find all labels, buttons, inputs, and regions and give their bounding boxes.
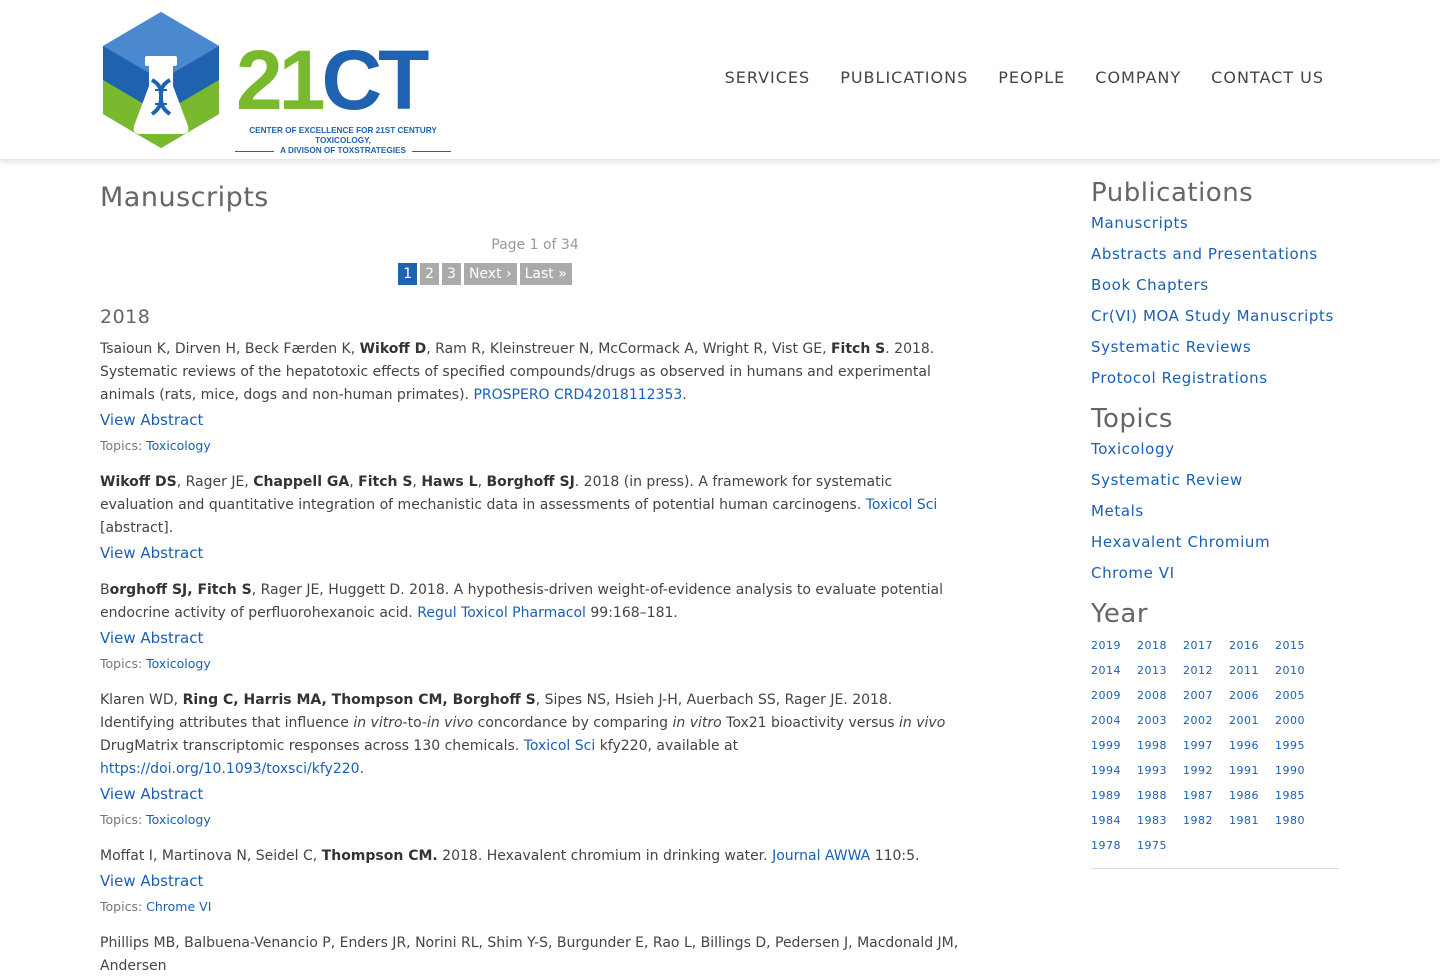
- year-link[interactable]: 1999: [1091, 739, 1121, 752]
- citation-segment: .: [359, 761, 365, 777]
- year-link[interactable]: 2006: [1229, 689, 1259, 702]
- topics-label: Topics:: [100, 438, 147, 453]
- sidebar-topic-link[interactable]: Hexavalent Chromium: [1091, 533, 1271, 551]
- citation-segment: ,: [412, 474, 422, 490]
- publication-list: [100, 338, 970, 978]
- entry-topics: [100, 895, 962, 918]
- author-highlight: Fitch S: [358, 474, 413, 490]
- nav-services[interactable]: SERVICES: [724, 68, 811, 87]
- sidebar-publication-link[interactable]: Book Chapters: [1091, 276, 1209, 294]
- year-link[interactable]: 2013: [1137, 664, 1167, 677]
- year-link[interactable]: 1983: [1137, 814, 1167, 827]
- publication-entry: [100, 471, 962, 565]
- flask-dna-icon: [100, 10, 222, 150]
- citation-segment: B: [100, 582, 110, 598]
- pager-page-2[interactable]: 2: [420, 263, 439, 285]
- site-logo[interactable]: [100, 10, 460, 155]
- entry-topics: [100, 434, 962, 457]
- sidebar-publication-item: [1091, 276, 1341, 307]
- sidebar-topic-link[interactable]: Chrome VI: [1091, 564, 1175, 582]
- year-link[interactable]: 2019: [1091, 639, 1121, 652]
- year-link[interactable]: 2004: [1091, 714, 1121, 727]
- year-link[interactable]: 2001: [1229, 714, 1259, 727]
- citation-segment: Tox21 bioactivity versus: [721, 715, 900, 731]
- citation-link[interactable]: PROSPERO CRD42018112353: [473, 387, 683, 403]
- topics-heading: Topics: [1091, 404, 1173, 434]
- year-link[interactable]: 1986: [1229, 789, 1259, 802]
- year-link[interactable]: 2003: [1137, 714, 1167, 727]
- year-link[interactable]: 2005: [1275, 689, 1305, 702]
- citation-segment: Phillips MB, Balbuena-Venancio P, Enders JR, Norini RL, Shim Y-S, Burgunder E, Rao L, Billings D, Pedersen J, Macdonald JM, Andersen: [100, 935, 959, 974]
- sidebar-publication-link[interactable]: Abstracts and Presentations: [1091, 245, 1318, 263]
- citation-text: [100, 338, 962, 407]
- view-abstract-link[interactable]: View Abstract: [100, 411, 204, 429]
- year-sidebar-heading: Year: [1091, 599, 1149, 629]
- year-link[interactable]: 1987: [1183, 789, 1213, 802]
- year-link[interactable]: 2014: [1091, 664, 1121, 677]
- author-highlight: Borghoff SJ: [486, 474, 575, 490]
- year-link[interactable]: 1988: [1137, 789, 1167, 802]
- year-link[interactable]: 1997: [1183, 739, 1213, 752]
- sidebar-publication-item: [1091, 338, 1341, 369]
- italic-text: in vitro: [672, 715, 722, 731]
- pager-page-1[interactable]: 1: [398, 263, 417, 285]
- view-abstract-link[interactable]: View Abstract: [100, 872, 204, 890]
- sidebar-publication-link[interactable]: Protocol Registrations: [1091, 369, 1268, 387]
- topics-label: Topics:: [100, 899, 147, 914]
- citation-segment: [abstract].: [100, 520, 174, 536]
- view-abstract-link[interactable]: View Abstract: [100, 544, 204, 562]
- year-heading: 2018: [100, 306, 151, 328]
- citation-segment: Moffat I, Martinova N, Seidel C,: [100, 848, 322, 864]
- year-link[interactable]: 2002: [1183, 714, 1213, 727]
- sidebar-divider: [1091, 868, 1339, 869]
- logo-21: 21: [236, 33, 322, 127]
- citation-segment: .: [682, 387, 687, 403]
- citation-link[interactable]: https://doi.org/10.1093/toxsci/kfy220: [100, 761, 360, 777]
- citation-segment: , Ram R, Kleinstreuer N, McCormack A, Wright R, Vist GE,: [426, 341, 831, 357]
- publication-entry: [100, 338, 962, 457]
- year-link[interactable]: 1980: [1275, 814, 1305, 827]
- author-highlight: Ring C, Harris MA, Thompson CM, Borghoff S: [182, 692, 536, 708]
- citation-segment: 2018. Hexavalent chromium in drinking water.: [437, 848, 773, 864]
- year-link[interactable]: 1992: [1183, 764, 1213, 777]
- sidebar-topic-item: [1091, 440, 1341, 471]
- sidebar-topic-link[interactable]: Metals: [1091, 502, 1144, 520]
- year-link[interactable]: 1994: [1091, 764, 1121, 777]
- main-content: [100, 160, 970, 978]
- topic-link[interactable]: Toxicology: [146, 656, 211, 671]
- topics-label: Topics:: [100, 656, 147, 671]
- sidebar-publication-link[interactable]: Systematic Reviews: [1091, 338, 1252, 356]
- sidebar-topic-item: [1091, 502, 1341, 533]
- logo-ct: CT: [321, 33, 426, 127]
- author-highlight: Haws L: [421, 474, 478, 490]
- tagline-line2: A DIVISON OF TOXSTRATEGIES: [280, 146, 406, 155]
- author-highlight: Chappell GA: [253, 474, 350, 490]
- publication-entry: [100, 845, 962, 918]
- year-link[interactable]: 2000: [1275, 714, 1305, 727]
- main-nav: [725, 68, 1324, 87]
- citation-text: [100, 845, 962, 868]
- year-link[interactable]: 1984: [1091, 814, 1121, 827]
- citation-segment: ,: [477, 474, 487, 490]
- year-link[interactable]: 1975: [1137, 839, 1167, 852]
- year-link[interactable]: 1989: [1091, 789, 1121, 802]
- sidebar-publication-item: [1091, 307, 1341, 338]
- year-link[interactable]: 2012: [1183, 664, 1213, 677]
- author-highlight: Thompson CM.: [321, 848, 438, 864]
- logo-wordmark: [236, 33, 426, 127]
- italic-text: in vitro: [353, 715, 403, 731]
- sidebar-publication-link[interactable]: Cr(VI) MOA Study Manuscripts: [1091, 307, 1334, 325]
- publication-entry: [100, 932, 962, 978]
- site-header: [0, 0, 1440, 160]
- sidebar: [1091, 178, 1341, 869]
- sidebar-topic-link[interactable]: Toxicology: [1091, 440, 1175, 458]
- nav-people[interactable]: PEOPLE: [998, 68, 1066, 87]
- year-link[interactable]: 2016: [1229, 639, 1259, 652]
- author-highlight: Wikoff D: [359, 341, 427, 357]
- sidebar-topic-link[interactable]: Systematic Review: [1091, 471, 1243, 489]
- year-link[interactable]: 2010: [1275, 664, 1305, 677]
- citation-segment: kfy220, available at: [595, 738, 739, 754]
- entry-topics: [100, 652, 962, 675]
- page-title: Manuscripts: [100, 182, 269, 213]
- topic-link[interactable]: Chrome VI: [146, 899, 212, 914]
- entry-topics: [100, 808, 962, 831]
- citation-segment: DrugMatrix transcriptomic responses across 130 chemicals.: [100, 738, 524, 754]
- sidebar-publication-item: [1091, 214, 1341, 245]
- sidebar-publication-link[interactable]: Manuscripts: [1091, 214, 1189, 232]
- sidebar-topic-item: [1091, 564, 1341, 595]
- year-link[interactable]: 1996: [1229, 739, 1259, 752]
- year-link[interactable]: 1978: [1091, 839, 1121, 852]
- citation-segment: Tsaioun K, Dirven H, Beck Færden K,: [100, 341, 360, 357]
- logo-tagline: [235, 126, 451, 156]
- pager-page-3[interactable]: 3: [442, 263, 461, 285]
- citation-text: [100, 932, 962, 978]
- view-abstract-link[interactable]: View Abstract: [100, 785, 204, 803]
- pagination: [100, 263, 970, 285]
- citation-segment: , Rager JE, Huggett D. 2018. A hypothesis-driven weight-of-evidence analysis to evaluate potential endocrine activity of perfluorohexanoic acid.: [100, 582, 944, 621]
- citation-link[interactable]: Toxicol Sci: [523, 738, 596, 754]
- citation-text: [100, 471, 962, 540]
- year-link[interactable]: 1991: [1229, 764, 1259, 777]
- publications-heading: Publications: [1091, 178, 1254, 208]
- year-link[interactable]: 2017: [1183, 639, 1213, 652]
- citation-text: [100, 689, 962, 781]
- topics-label: Topics:: [100, 812, 147, 827]
- year-link[interactable]: 2008: [1137, 689, 1167, 702]
- year-link[interactable]: 1993: [1137, 764, 1167, 777]
- year-link[interactable]: 1990: [1275, 764, 1305, 777]
- sidebar-topic-item: [1091, 471, 1341, 502]
- year-link[interactable]: 2018: [1137, 639, 1167, 652]
- italic-text: in vivo: [426, 715, 474, 731]
- publication-entry: [100, 689, 962, 831]
- publication-entry: [100, 579, 962, 675]
- citation-segment: ,: [349, 474, 359, 490]
- year-link[interactable]: 1985: [1275, 789, 1305, 802]
- author-highlight: Fitch S: [830, 341, 886, 357]
- citation-segment: . 2018. Systematic reviews of the hepatotoxic effects of specified compounds/drugs as observed in humans and experimental animals (rats, mice, dogs and non-human primates).: [100, 341, 935, 403]
- nav-company[interactable]: COMPANY: [1095, 68, 1182, 87]
- citation-segment: Klaren WD,: [100, 692, 183, 708]
- citation-segment: , Rager JE,: [176, 474, 254, 490]
- year-link[interactable]: 1998: [1137, 739, 1167, 752]
- sidebar-publication-item: [1091, 245, 1341, 276]
- year-link[interactable]: 1981: [1229, 814, 1259, 827]
- citation-link[interactable]: Toxicol Sci: [865, 497, 938, 513]
- publications-menu: [1091, 214, 1341, 400]
- topic-link[interactable]: Toxicology: [146, 812, 211, 827]
- topic-link[interactable]: Toxicology: [146, 438, 211, 453]
- year-link[interactable]: 2009: [1091, 689, 1121, 702]
- page-info: Page 1 of 34: [491, 237, 579, 253]
- nav-publications[interactable]: PUBLICATIONS: [840, 68, 969, 87]
- citation-segment: concordance by comparing: [473, 715, 673, 731]
- year-link[interactable]: 2015: [1275, 639, 1305, 652]
- citation-link[interactable]: Regul Toxicol Pharmacol: [417, 605, 586, 621]
- citation-segment: 110:5.: [870, 848, 920, 864]
- sidebar-publication-item: [1091, 369, 1341, 400]
- year-grid: [1091, 639, 1341, 864]
- citation-link[interactable]: Journal AWWA: [772, 848, 871, 864]
- nav-contact-us[interactable]: CONTACT US: [1211, 68, 1324, 87]
- year-link[interactable]: 1982: [1183, 814, 1213, 827]
- pager-next[interactable]: Next ›: [464, 263, 517, 285]
- year-link[interactable]: 2011: [1229, 664, 1259, 677]
- view-abstract-link[interactable]: View Abstract: [100, 629, 204, 647]
- italic-text: in vivo: [899, 715, 946, 731]
- citation-segment: 99:168–181.: [585, 605, 678, 621]
- pager-last[interactable]: Last »: [520, 263, 572, 285]
- topics-menu: [1091, 440, 1341, 595]
- sidebar-topic-item: [1091, 533, 1341, 564]
- citation-segment: -to-: [402, 715, 427, 731]
- citation-text: [100, 579, 962, 625]
- citation-segment: , Sipes NS, Hsieh J-H, Auerbach SS, Rager JE. 2018. Identifying attributes that influence: [100, 692, 893, 731]
- tagline-line1: CENTER OF EXCELLENCE FOR 21ST CENTURY TOXICOLOGY,: [249, 126, 437, 145]
- citation-segment: . 2018 (in press). A framework for systematic evaluation and quantitative integration of mechanistic data in assessments of potential human carcinogens.: [100, 474, 893, 513]
- author-highlight: orghoff SJ, Fitch S: [109, 582, 252, 598]
- year-link[interactable]: 1995: [1275, 739, 1305, 752]
- year-link[interactable]: 2007: [1183, 689, 1213, 702]
- author-highlight: Wikoff DS: [100, 474, 177, 490]
